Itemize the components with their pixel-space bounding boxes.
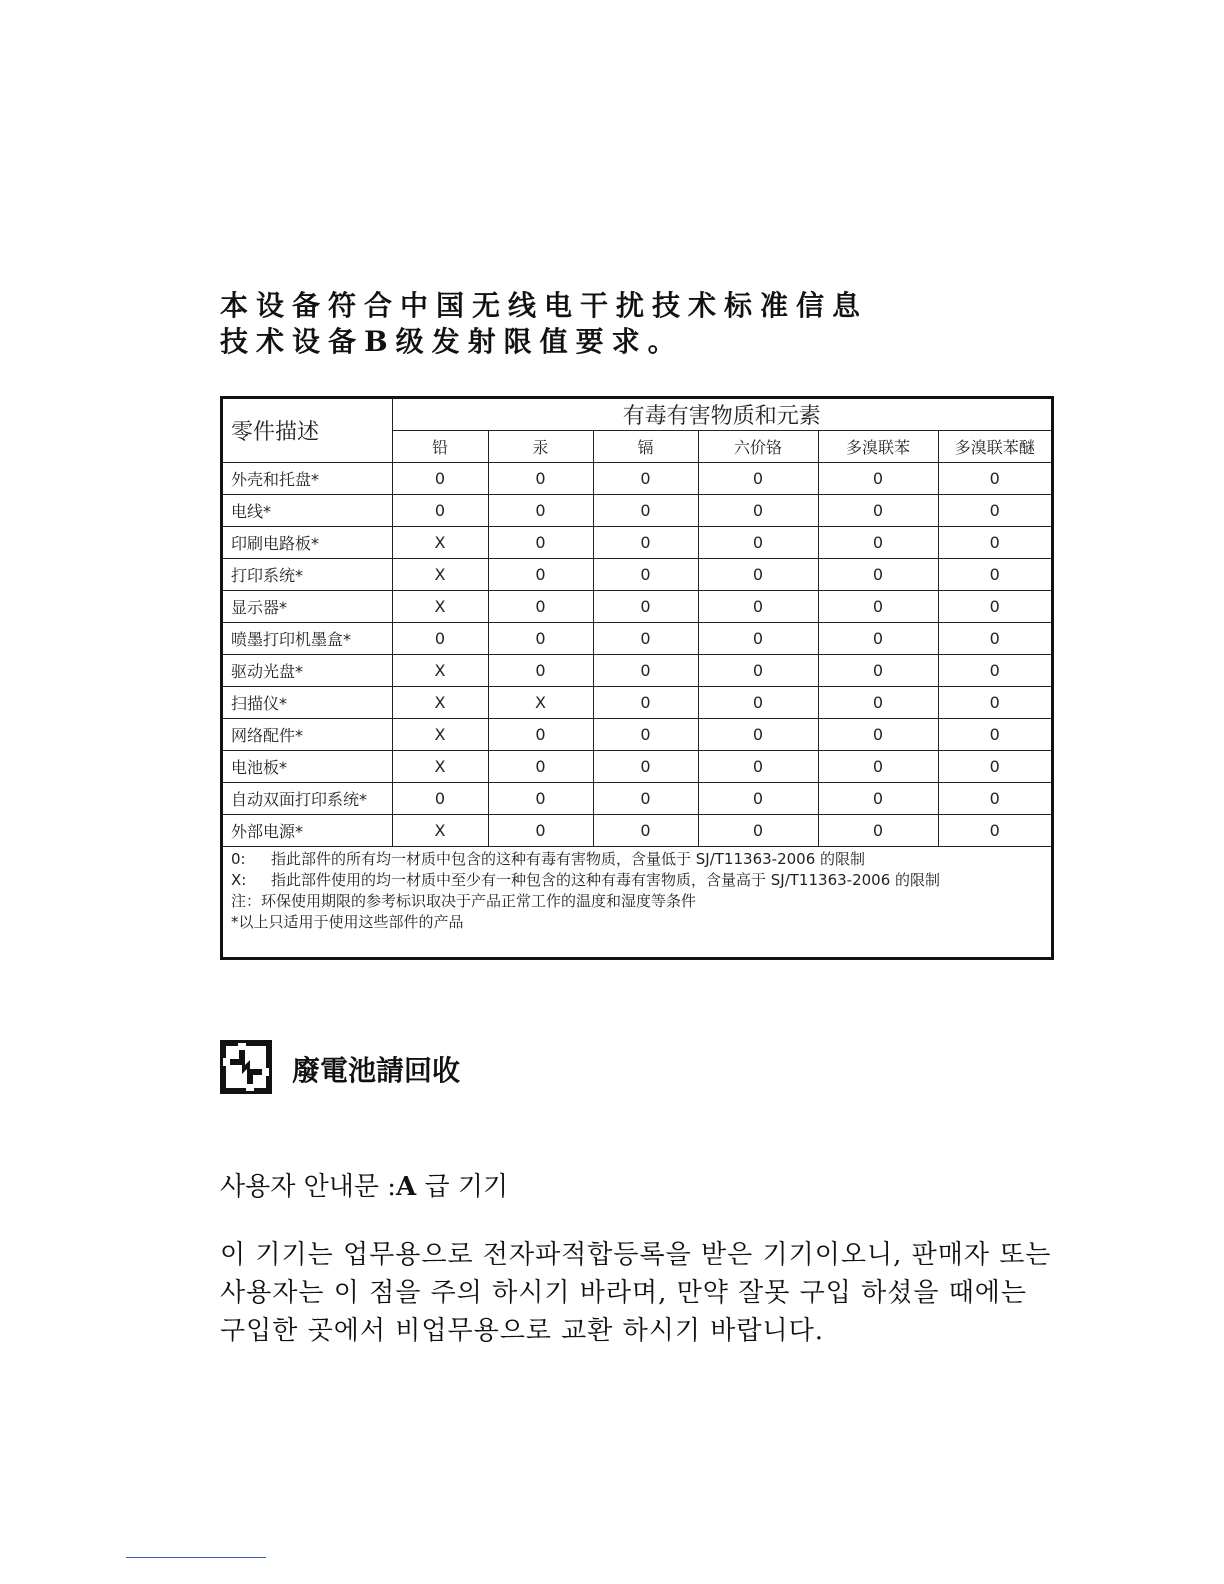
part-name-cell: 外部电源* — [223, 815, 392, 847]
substance-value-cell: 0 — [488, 655, 593, 687]
substance-value-cell: 0 — [488, 751, 593, 783]
substance-header-cell: 六价铬 — [698, 431, 818, 463]
substance-value-cell: 0 — [818, 687, 938, 719]
substance-value-cell: 0 — [698, 719, 818, 751]
substance-value-cell: 0 — [818, 463, 938, 495]
substance-value-cell: X — [392, 687, 488, 719]
substance-value-cell: 0 — [698, 687, 818, 719]
substance-value-cell: 0 — [938, 495, 1051, 527]
substance-value-cell: 0 — [698, 591, 818, 623]
note-line — [231, 870, 1043, 891]
table-row — [223, 591, 1051, 623]
substance-value-cell: 0 — [938, 463, 1051, 495]
substance-value-cell: 0 — [698, 783, 818, 815]
substance-value-cell: 0 — [698, 495, 818, 527]
part-name-cell: 喷墨打印机墨盒* — [223, 623, 392, 655]
korea-title-class: A — [396, 1172, 417, 1202]
substance-value-cell: X — [392, 559, 488, 591]
substance-value-cell: 0 — [818, 815, 938, 847]
substance-value-cell: 0 — [593, 687, 698, 719]
substance-value-cell: 0 — [938, 815, 1051, 847]
substance-value-cell: 0 — [698, 463, 818, 495]
substance-value-cell: X — [392, 719, 488, 751]
substance-value-cell: 0 — [593, 623, 698, 655]
part-name-cell: 电池板* — [223, 751, 392, 783]
substance-value-cell: X — [392, 655, 488, 687]
substance-value-cell: 0 — [938, 591, 1051, 623]
substance-header-cell: 多溴联苯醚 — [938, 431, 1051, 463]
part-name-cell: 印刷电路板* — [223, 527, 392, 559]
korea-body-line-1: 이 기기는 업무용으로 전자파적합등록을 받은 기기이오니, 판매자 또는 — [220, 1240, 1052, 1270]
substance-value-cell: X — [392, 527, 488, 559]
table-row — [223, 463, 1051, 495]
battery-recycle-icon — [220, 1040, 272, 1098]
korea-body-line-2: 사용자는 이 점을 주의 하시기 바라며, 만약 잘못 구입 하셨을 때에는 — [220, 1278, 1028, 1308]
substance-value-cell: 0 — [818, 591, 938, 623]
substance-value-cell: 0 — [593, 719, 698, 751]
substance-value-cell: 0 — [593, 815, 698, 847]
substance-value-cell: 0 — [698, 815, 818, 847]
korea-body-line-3: 구입한 곳에서 비업무용으로 교환 하시기 바랍니다. — [220, 1316, 825, 1346]
substance-value-cell: 0 — [698, 751, 818, 783]
note-text: 注：环保使用期限的参考标识取决于产品正常工作的温度和湿度等条件 — [231, 892, 697, 910]
battery-recycle-notice — [220, 1040, 460, 1098]
substance-value-cell: 0 — [593, 463, 698, 495]
substance-value-cell: 0 — [593, 591, 698, 623]
substance-value-cell: 0 — [938, 527, 1051, 559]
table-row — [223, 815, 1051, 847]
substance-value-cell: 0 — [392, 495, 488, 527]
table-row — [223, 687, 1051, 719]
substance-value-cell: 0 — [698, 527, 818, 559]
note-text: *以上只适用于使用这些部件的产品 — [231, 913, 464, 931]
part-name-cell: 自动双面打印系统* — [223, 783, 392, 815]
substance-value-cell: 0 — [488, 527, 593, 559]
substance-value-cell: 0 — [938, 559, 1051, 591]
table-row — [223, 527, 1051, 559]
substance-value-cell: 0 — [938, 751, 1051, 783]
substance-value-cell: 0 — [593, 559, 698, 591]
hazardous-substances-table — [220, 396, 1054, 960]
part-name-cell: 外壳和托盘* — [223, 463, 392, 495]
note-line — [231, 891, 1043, 912]
table-row — [223, 719, 1051, 751]
substance-value-cell: 0 — [938, 687, 1051, 719]
battery-recycle-label: 廢電池請回收 — [292, 1054, 461, 1087]
substance-header-cell: 汞 — [488, 431, 593, 463]
substance-value-cell: 0 — [938, 655, 1051, 687]
substance-value-cell: 0 — [488, 623, 593, 655]
substance-value-cell: 0 — [818, 751, 938, 783]
table-row — [223, 559, 1051, 591]
substance-value-cell: 0 — [938, 783, 1051, 815]
substance-value-cell: 0 — [392, 623, 488, 655]
china-notice-line-1: 本设备符合中国无线电干扰技术标准信息 — [220, 289, 869, 322]
substance-value-cell: 0 — [818, 655, 938, 687]
substance-value-cell: 0 — [392, 783, 488, 815]
part-name-cell: 显示器* — [223, 591, 392, 623]
substance-value-cell: 0 — [698, 559, 818, 591]
substance-value-cell: 0 — [488, 495, 593, 527]
substance-value-cell: 0 — [818, 623, 938, 655]
table-row — [223, 495, 1051, 527]
substance-value-cell: 0 — [938, 719, 1051, 751]
substance-value-cell: 0 — [488, 719, 593, 751]
part-name-cell: 扫描仪* — [223, 687, 392, 719]
china-radio-notice — [220, 288, 920, 360]
substance-value-cell: 0 — [488, 591, 593, 623]
substance-header-cell: 多溴联苯 — [818, 431, 938, 463]
part-name-cell: 网络配件* — [223, 719, 392, 751]
table-row — [223, 623, 1051, 655]
substance-value-cell: X — [392, 591, 488, 623]
korea-title-prefix: 사용자 안내문 : — [220, 1172, 396, 1202]
substance-value-cell: 0 — [818, 783, 938, 815]
substance-value-cell: 0 — [593, 655, 698, 687]
substance-value-cell: 0 — [593, 495, 698, 527]
substance-value-cell: 0 — [698, 655, 818, 687]
substance-value-cell: 0 — [938, 623, 1051, 655]
part-description-header: 零件描述 — [223, 399, 392, 463]
korea-notice-body — [220, 1236, 1051, 1350]
table-row — [223, 783, 1051, 815]
korea-title-suffix: 급 기기 — [424, 1172, 509, 1202]
substance-value-cell: 0 — [488, 559, 593, 591]
footnote-divider — [126, 1557, 266, 1558]
table-row — [223, 655, 1051, 687]
substances-grid — [223, 399, 1051, 847]
substance-value-cell: 0 — [593, 783, 698, 815]
note-prefix: X: — [231, 871, 247, 889]
note-line — [231, 912, 1043, 933]
note-text: 指此部件的所有均一材质中包含的这种有毒有害物质，含量低于 SJ/T11363-2006 的限制 — [271, 850, 866, 868]
substance-header-cell: 铅 — [392, 431, 488, 463]
substance-value-cell: 0 — [818, 559, 938, 591]
substance-value-cell: 0 — [488, 463, 593, 495]
substance-value-cell: 0 — [392, 463, 488, 495]
substance-value-cell: 0 — [698, 623, 818, 655]
substance-value-cell: 0 — [818, 527, 938, 559]
substance-header-cell: 镉 — [593, 431, 698, 463]
substance-value-cell: 0 — [488, 783, 593, 815]
hazard-substances-header: 有毒有害物质和元素 — [392, 399, 1051, 431]
substance-value-cell: X — [392, 751, 488, 783]
part-name-cell: 电线* — [223, 495, 392, 527]
table-notes — [223, 847, 1051, 933]
substance-value-cell: 0 — [593, 751, 698, 783]
part-name-cell: 打印系统* — [223, 559, 392, 591]
china-notice-line-2: 技术设备B级发射限值要求。 — [220, 325, 684, 358]
substance-value-cell: 0 — [818, 719, 938, 751]
substance-value-cell: 0 — [488, 815, 593, 847]
substance-value-cell: X — [392, 815, 488, 847]
note-text: 指此部件使用的均一材质中至少有一种包含的这种有毒有害物质，含量高于 SJ/T11363-2006 的限制 — [271, 871, 941, 889]
note-prefix: 0: — [231, 850, 246, 868]
substance-value-cell: 0 — [593, 527, 698, 559]
note-line — [231, 849, 1043, 870]
korea-notice-title — [220, 1166, 508, 1203]
substance-value-cell: 0 — [818, 495, 938, 527]
part-name-cell: 驱动光盘* — [223, 655, 392, 687]
table-row — [223, 751, 1051, 783]
substance-value-cell: X — [488, 687, 593, 719]
